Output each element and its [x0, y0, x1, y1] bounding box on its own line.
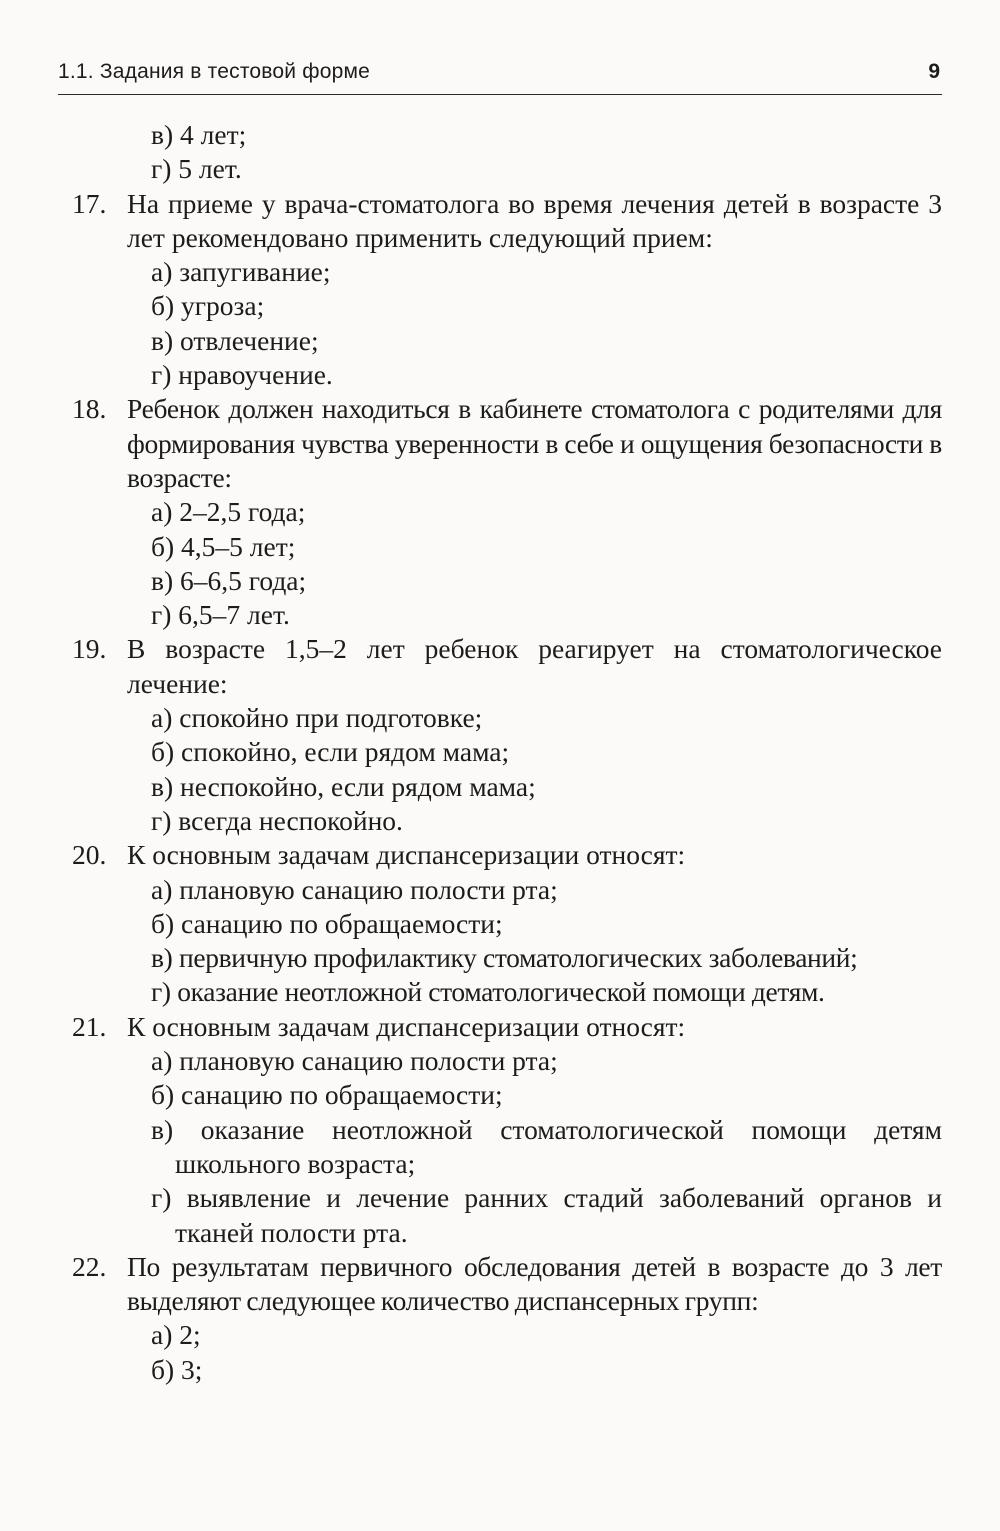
continued-options: [72, 118, 942, 187]
answer-option: а) плановую санацию полости рта;: [151, 873, 558, 905]
page-number: 9: [928, 60, 940, 83]
question-text: В возрасте 1,5–2 лет ребенок реагирует на стоматологическое лечение:: [127, 633, 942, 699]
question-text: К основным задачам диспансеризации относят:: [127, 839, 686, 871]
answer-option: в) 6–6,5 года;: [151, 564, 307, 596]
question-text: По результатам первичного обследования детей в возрасте до 3 лет выделяют следующее количество диспансерных групп:: [127, 1250, 942, 1317]
question-number: 22.: [72, 1250, 107, 1282]
question-text: На приеме у врача-стоматолога во время лечения детей в возрасте 3 лет рекомендовано применить следующий прием:: [127, 187, 942, 253]
answer-option: г) оказание неотложной стоматологической помощи детям.: [151, 976, 825, 1008]
section-title: 1.1. Задания в тестовой форме: [58, 60, 371, 83]
question-number: 18.: [72, 393, 107, 425]
answer-option: б) 3;: [151, 1353, 203, 1385]
answer-option: в) неспокойно, если рядом мама;: [151, 770, 536, 802]
question-number: 21.: [72, 1010, 107, 1042]
answer-option: б) санацию по обращаемости;: [151, 907, 503, 939]
question-number: 20.: [72, 839, 107, 871]
question-22: [72, 1250, 942, 1387]
answer-option: г) 5 лет.: [151, 153, 242, 185]
answer-option: а) плановую санацию полости рта;: [151, 1045, 558, 1077]
running-header: [58, 58, 942, 95]
answer-option: в) оказание неотложной стоматологической помощи детям школьного возраста;: [151, 1113, 942, 1179]
question-19: [72, 632, 942, 838]
answer-option: б) санацию по обращаемости;: [151, 1079, 503, 1111]
question-18: [72, 392, 942, 632]
answer-option: г) выявление и лечение ранних стадий заболеваний органов и тканей полости рта.: [151, 1182, 942, 1248]
question-17: [72, 187, 942, 393]
answer-option: г) 6,5–7 лет.: [151, 599, 290, 631]
question-20: [72, 838, 942, 1009]
answer-option: б) спокойно, если рядом мама;: [151, 736, 510, 768]
question-text: К основным задачам диспансеризации относят:: [127, 1010, 686, 1042]
answer-option: б) 4,5–5 лет;: [151, 530, 296, 562]
answer-option: б) угроза;: [151, 290, 265, 322]
answer-option: в) 4 лет;: [151, 119, 247, 150]
question-number: 17.: [72, 187, 107, 219]
question-number: 19.: [72, 633, 107, 665]
answer-option: а) 2;: [151, 1319, 201, 1351]
answer-option: а) спокойно при подготовке;: [151, 702, 483, 734]
answer-option: а) запугивание;: [151, 256, 331, 288]
answer-option: а) 2–2,5 года;: [151, 496, 306, 528]
answer-option: в) первичную профилактику стоматологических заболеваний;: [151, 942, 858, 974]
question-21: [72, 1010, 942, 1250]
answer-option: г) нравоучение.: [151, 359, 333, 391]
question-list: [72, 118, 942, 1387]
question-text: Ребенок должен находиться в кабинете стоматолога с родителями для формирования чувства уверенности в себе и ощущения безопасности в возрасте:: [127, 393, 942, 493]
answer-option: г) всегда неспокойно.: [151, 804, 403, 836]
answer-option: в) отвлечение;: [151, 324, 319, 356]
